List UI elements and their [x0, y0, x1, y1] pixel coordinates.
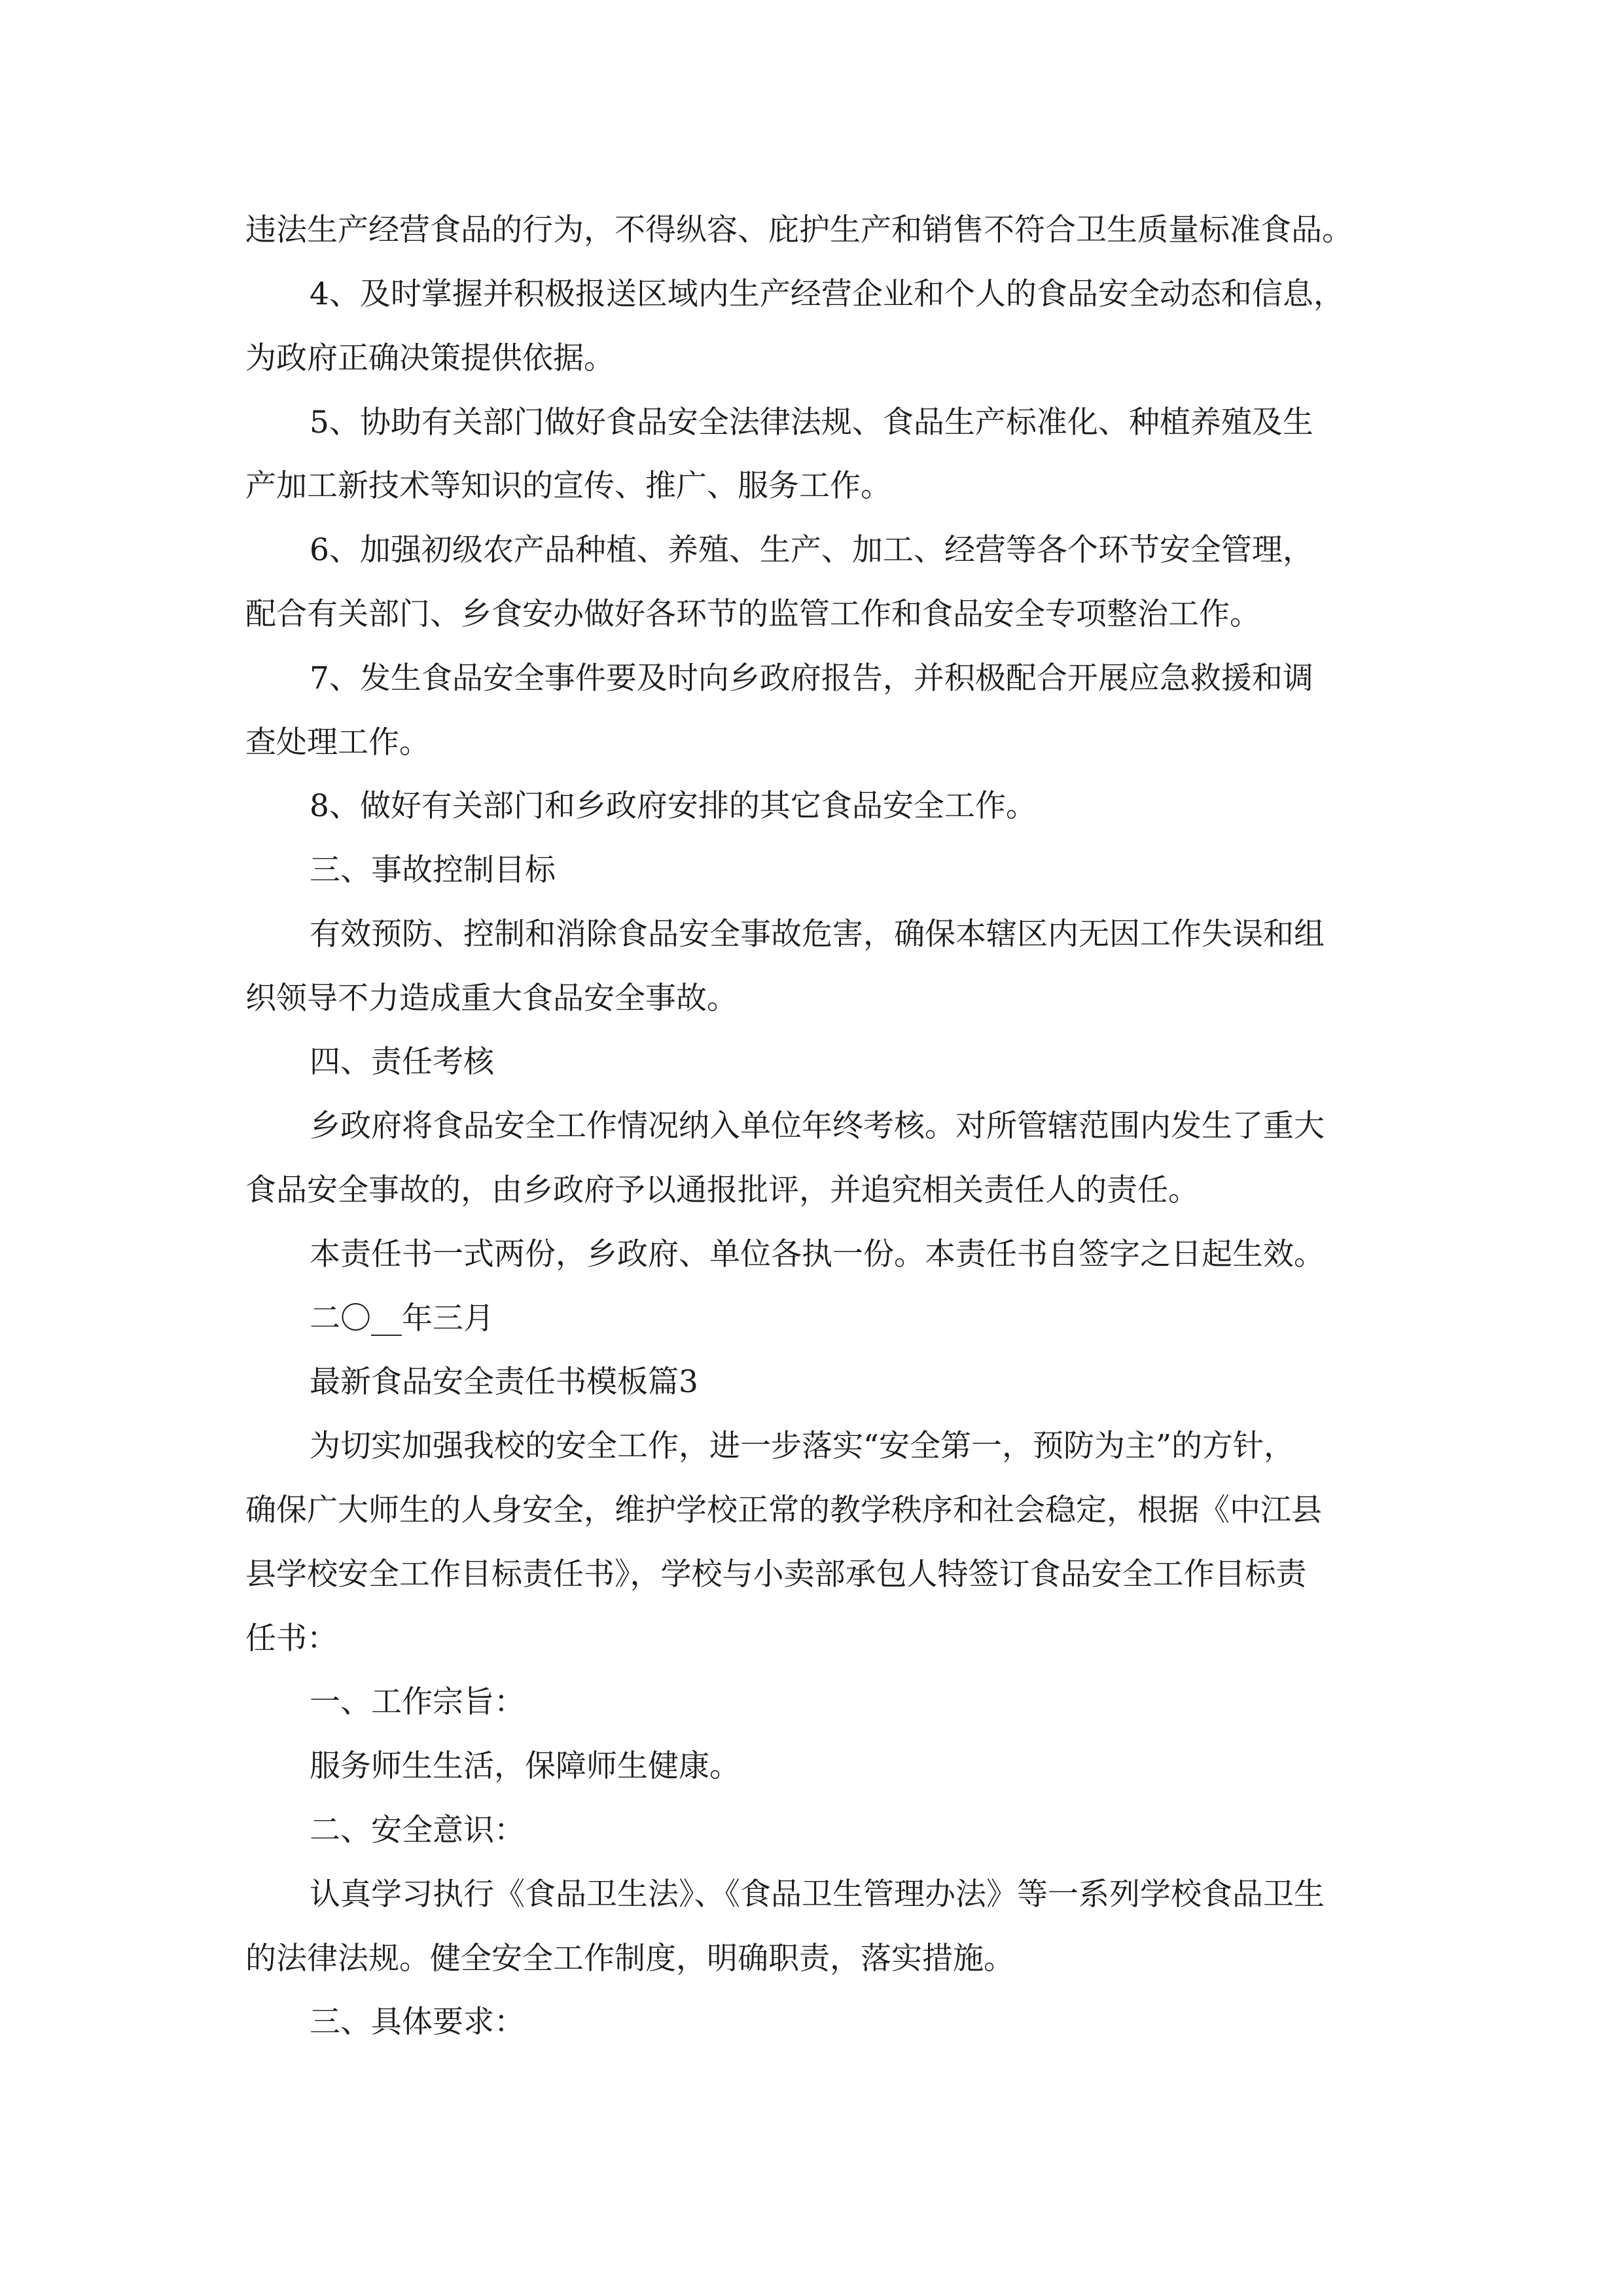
date-line: 二〇__年三月: [310, 1300, 494, 1336]
paragraph-line: 本责任书一式两份，乡政府、单位各执一份。本责任书自签字之日起生效。: [310, 1236, 1325, 1272]
paragraph-line: 7、发生食品安全事件要及时向乡政府报告，并积极配合开展应急救援和调: [310, 660, 1313, 696]
paragraph-line: 4、及时掌握并积极报送区域内生产经营企业和个人的食品安全动态和信息，: [310, 276, 1344, 312]
paragraph-line: 产加工新技术等知识的宣传、推广、服务工作。: [245, 468, 891, 504]
paragraph-line: 违法生产经营食品的行为，不得纵容、庇护生产和销售不符合卫生质量标准食品。: [245, 212, 1353, 248]
section-heading: 二、安全意识：: [310, 1812, 525, 1848]
paragraph-line: 的法律法规。健全安全工作制度，明确职责，落实措施。: [245, 1941, 1014, 1977]
paragraph-line: 8、做好有关部门和乡政府安排的其它食品安全工作。: [310, 788, 1037, 824]
paragraph-line: 乡政府将食品安全工作情况纳入单位年终考核。对所管辖范围内发生了重大: [310, 1108, 1325, 1144]
paragraph-line: 为切实加强我校的安全工作，进一步落实“安全第一，预防为主”的方针，: [310, 1428, 1295, 1464]
section-heading: 三、具体要求：: [310, 2004, 525, 2040]
paragraph-line: 5、协助有关部门做好食品安全法律法规、食品生产标准化、种植养殖及生: [310, 404, 1313, 440]
section-heading: 一、工作宗旨：: [310, 1684, 525, 1720]
paragraph-line: 任书：: [245, 1621, 338, 1657]
paragraph-line: 食品安全事故的，由乡政府予以通报批评，并追究相关责任人的责任。: [245, 1172, 1199, 1208]
section-heading: 四、责任考核: [310, 1044, 494, 1080]
paragraph-line: 确保广大师生的人身安全，维护学校正常的教学秩序和社会稳定，根据《中江县: [245, 1492, 1322, 1528]
paragraph-line: 服务师生生活，保障师生健康。: [310, 1748, 740, 1784]
paragraph-line: 有效预防、控制和消除食品安全事故危害，确保本辖区内无因工作失误和组: [310, 916, 1325, 952]
section-heading: 三、事故控制目标: [310, 852, 556, 888]
paragraph-line: 6、加强初级农产品种植、养殖、生产、加工、经营等各个环节安全管理，: [310, 532, 1313, 568]
paragraph-line: 配合有关部门、乡食安办做好各环节的监管工作和食品安全专项整治工作。: [245, 596, 1260, 632]
paragraph-line: 查处理工作。: [245, 725, 430, 761]
paragraph-line: 县学校安全工作目标责任书》，学校与小卖部承包人特签订食品安全工作目标责: [245, 1556, 1307, 1592]
section-title: 最新食品安全责任书模板篇3: [310, 1364, 698, 1400]
paragraph-line: 为政府正确决策提供依据。: [245, 340, 615, 376]
paragraph-line: 织领导不力造成重大食品安全事故。: [245, 980, 738, 1016]
paragraph-line: 认真学习执行《食品卫生法》、《食品卫生管理办法》等一系列学校食品卫生: [310, 1876, 1325, 1912]
